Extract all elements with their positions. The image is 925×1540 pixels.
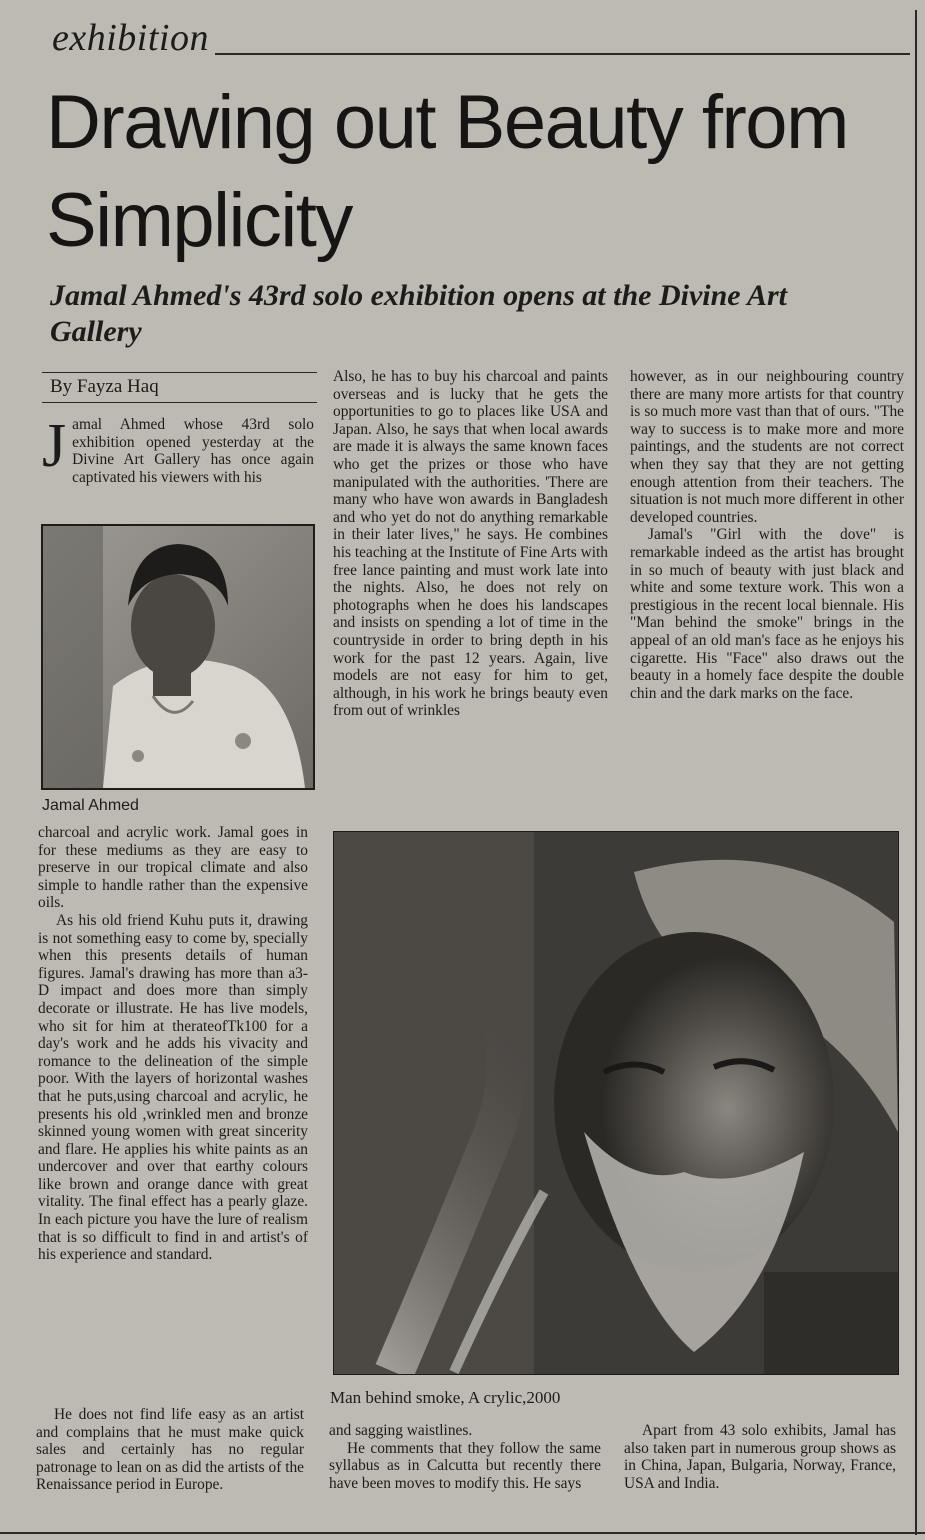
col3-paragraph-1: however, as in our neighbouring country there are many more artists for that country is so much more vast than that of ours. "The way to success is to make more and more paintings, and the students are not correct when they say that they are not getting enough attention from their teachers. The situation is not much more different in other developed countries. [630,368,904,526]
article-col1-bottom [36,1406,304,1516]
portrait-photo [41,524,315,790]
article-col2-top [333,368,608,813]
col3-paragraph-3: Apart from 43 solo exhibits, Jamal has also taken part in numerous group shows as in China, Japan, Bulgaria, Norway, France, USA and India. [624,1422,896,1492]
section-kicker: exhibition [52,17,209,59]
article-col3-bottom [624,1422,896,1522]
painting-photo [333,831,899,1375]
drop-cap: J [42,412,67,480]
col1-paragraph-3: He does not find life easy as an artist and complains that he must make quick sales and certainly has no regular patronage to lean on as did the artists of the Renaissance period in Europe. [36,1406,304,1494]
article-col3-top [630,368,904,813]
article-col2-bottom [329,1422,601,1522]
painting-caption: Man behind smoke, A crylic,2000 [330,1388,561,1407]
col2-paragraph-2: and sagging waistlines. [329,1422,473,1439]
painting-photo-image [334,832,898,1374]
kicker-rule [215,53,910,55]
col2-paragraph-1: Also, he has to buy his charcoal and paints overseas and is lucky that he gets the opportunities to go to places like USA and Japan. Also, he says that when local awards are made it is always the same known faces who get the prizes or those who have manipulated with the authorities. 'There are many who have won awards in Bangladesh and who yet do not do anything remarkable in their later lives," he says. He combines his teaching at the Institute of Fine Arts with free lance painting and must work late into the nights. Also, he does not rely on photographs when he does his landscapes and insists on spending a lot of time in the countryside in order to bring depth in his work for the past 12 years. Again, live models are not easy for him to get, although, in his work he brings beauty even from out of wrinkles [333,368,608,720]
col1-paragraph-2: As his old friend Kuhu puts it, drawing is not something easy to come by, specially when this presents details of human figures. Jamal's drawing has more than a3-D impact and does more than simply decorate or illustrate. He has live models, who sit for him at therateofTk100 for a day's work and he adds his vivacity and romance to the delineation of the simple poor. With the layers of horizontal washes that he puts,using charcoal and acrylic, he presents his old ,wrinkled men and bronze skinned young women with great sincerity and flare. He applies his white paints as an undercover and over that earthy colours like brown and orange dance with great vitality. The final effect has a pearly glaze. In each picture you have the lure of realism that is so difficult to find in and artist's of his experience and standard. [38,911,308,1264]
headline: Drawing out Beauty from Simplicity [46,80,848,263]
page-rule-bottom [0,1532,925,1534]
byline-rule-bottom [42,402,317,403]
byline-rule-top [42,372,317,373]
col3-paragraph-2: Jamal's "Girl with the dove" is remarkable indeed as the artist has brought in so much of beauty with just black and white and some texture work. This won a prestigious in the recent local biennale. His "Man behind the smoke" brings in the appeal of an old man's face as he enjoys his cigarette. His "Face" also draws out the beauty in a homely face despite the double chin and the dark marks on the face. [630,526,904,702]
article-col1-intro [42,412,314,516]
intro-text: amal Ahmed whose 43rd solo exhibition opened yesterday at the Divine Art Gallery has once again captivated his viewers with his [72,416,314,486]
subheadline: Jamal Ahmed's 43rd solo exhibition opens at the Divine Art Gallery [50,279,788,348]
portrait-photo-image [43,526,313,788]
portrait-caption: Jamal Ahmed [42,797,139,814]
byline: By Fayza Haq [50,376,159,397]
col2-paragraph-3: He comments that they follow the same syllabus as in Calcutta but recently there have been moves to modify this. He says [329,1439,601,1492]
column-rule-right [915,10,917,1535]
article-col1-body [38,824,308,1404]
col1-paragraph-1: charcoal and acrylic work. Jamal goes in for these mediums as they are easy to preserve in our tropical climate and also simple to handle rather than the expensive oils. [38,824,308,912]
